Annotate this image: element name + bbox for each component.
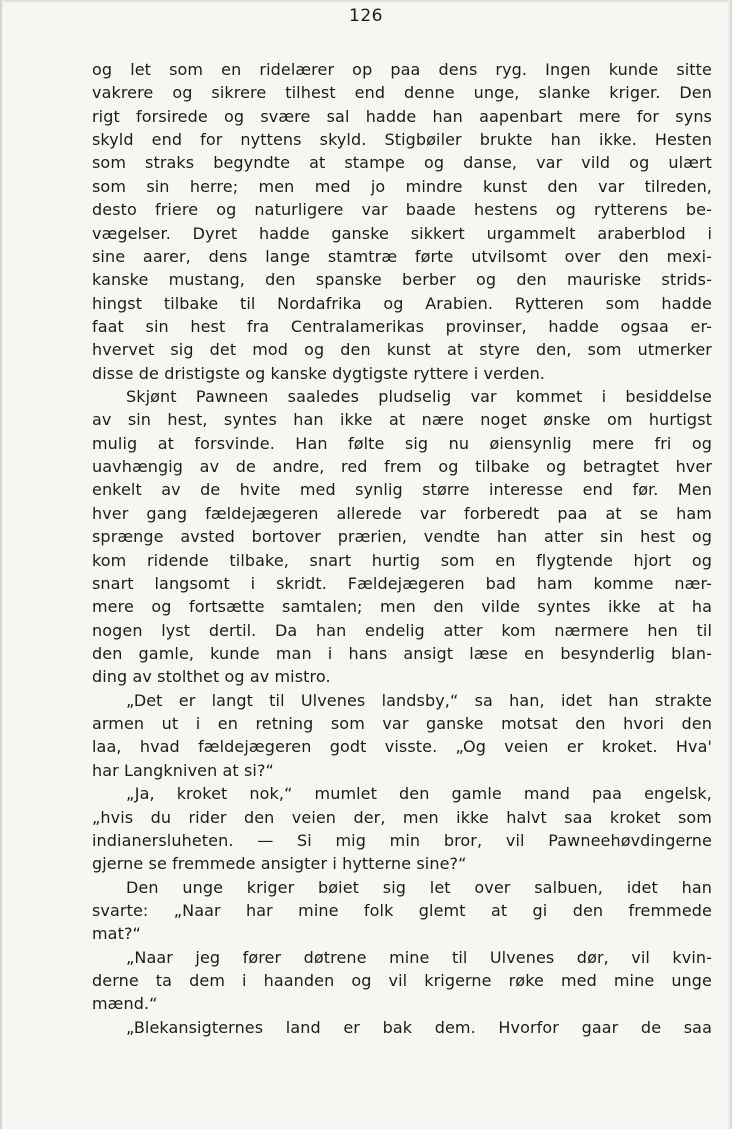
text-line: disse de dristigste og kanske dygtigste ryttere i verden. [92, 363, 545, 383]
text-line: desto friere og naturligere var baade hestens og rytterens be- [92, 200, 712, 220]
text-line: svarte: „Naar har mine folk glemt at gi den fremmede [92, 900, 712, 920]
text-line: vakrere og sikrere tilhest end denne unge, slanke kriger. Den [92, 83, 712, 103]
text-line: kom ridende tilbake, snart hurtig som en flygtende hjort og [92, 550, 712, 570]
text-line: sprænge avsted bortover prærien, vendte han atter sin hest og [92, 527, 712, 547]
text-line: faat sin hest fra Centralamerikas provinser, hadde ogsaa er- [92, 316, 712, 336]
text-line: derne ta dem i haanden og vil krigerne røke med mine unge [92, 971, 712, 991]
text-line: enkelt av de hvite med synlig større interesse end før. Men [92, 480, 712, 500]
text-line: „Ja, kroket nok,“ mumlet den gamle mand paa engelsk, [126, 784, 712, 804]
text-line: hingst tilbake til Nordafrika og Arabien. Rytteren som hadde [92, 293, 712, 313]
text-line: mere og fortsætte samtalen; men den vilde syntes ikke at ha [92, 597, 712, 617]
page-edge-right [728, 0, 732, 1129]
text-line: nogen lyst dertil. Da han endelig atter kom nærmere hen til [92, 620, 712, 640]
text-line: kanske mustang, den spanske berber og den mauriske strids- [92, 270, 712, 290]
text-line: ding av stolthet og av mistro. [92, 667, 331, 687]
text-line: som sin herre; men med jo mindre kunst den var tilreden, [92, 176, 712, 196]
text-line: Den unge kriger bøiet sig let over salbuen, idet han [126, 877, 712, 897]
text-line: av sin hest, syntes han ikke at nære noget ønske om hurtigst [92, 410, 712, 430]
text-line: sine aarer, dens lange stamtræ førte utvilsomt over den mexi- [92, 246, 712, 266]
text-line: laa, hvad fældejægeren godt visste. „Og veien er kroket. Hva' [92, 737, 712, 757]
text-line: og let som en ridelærer op paa dens ryg. Ingen kunde sitte [92, 60, 712, 79]
text-line: „hvis du rider den veien der, men ikke halvt saa kroket som [92, 807, 712, 827]
text-line: mulig at forsvinde. Han følte sig nu øiensynlig mere fri og [92, 433, 712, 453]
page-edge-left [0, 0, 3, 1129]
text-line: rigt forsirede og svære sal hadde han aapenbart mere for syns [92, 106, 712, 126]
text-line: uavhængig av de andre, red frem og tilbake og betragtet hver [92, 457, 712, 477]
text-line: mænd.“ [92, 994, 158, 1014]
text-line: hver gang fældejægeren allerede var forberedt paa at se ham [92, 503, 712, 523]
text-line: hvervet sig det mod og den kunst at styre den, som utmerker [92, 340, 712, 360]
body-text [92, 58, 712, 1039]
text-line: gjerne se fremmede ansigter i hytterne sine?“ [92, 854, 467, 874]
text-line: „Det er langt til Ulvenes landsby,“ sa han, idet han strakte [126, 690, 712, 710]
text-line: indianersluheten. — Si mig min bror, vil Pawneehøvdingerne [92, 830, 712, 850]
page-edge-top [0, 0, 732, 2]
text-line: armen ut i en retning som var ganske motsat den hvori den [92, 714, 712, 734]
text-line: skyld end for nyttens skyld. Stigbøiler brukte han ikke. Hesten [92, 130, 712, 150]
text-line: „Blekansigternes land er bak dem. Hvorfor gaar de saa [126, 1017, 712, 1037]
text-line: den gamle, kunde man i hans ansigt læse en besynderlig blan- [92, 643, 712, 663]
page-number: 126 [349, 6, 383, 26]
text-line: har Langkniven at si?“ [92, 760, 274, 780]
text-line: mat?“ [92, 924, 141, 944]
text-line: vægelser. Dyret hadde ganske sikkert urgammelt araberblod i [92, 223, 712, 243]
text-line: snart langsomt i skridt. Fældejægeren bad ham komme nær- [92, 573, 712, 593]
text-line: Skjønt Pawneen saaledes pludselig var kommet i besiddelse [126, 387, 712, 407]
text-line: som straks begyndte at stampe og danse, var vild og ulært [92, 153, 712, 173]
text-line: „Naar jeg fører døtrene mine til Ulvenes dør, vil kvin- [126, 947, 712, 967]
